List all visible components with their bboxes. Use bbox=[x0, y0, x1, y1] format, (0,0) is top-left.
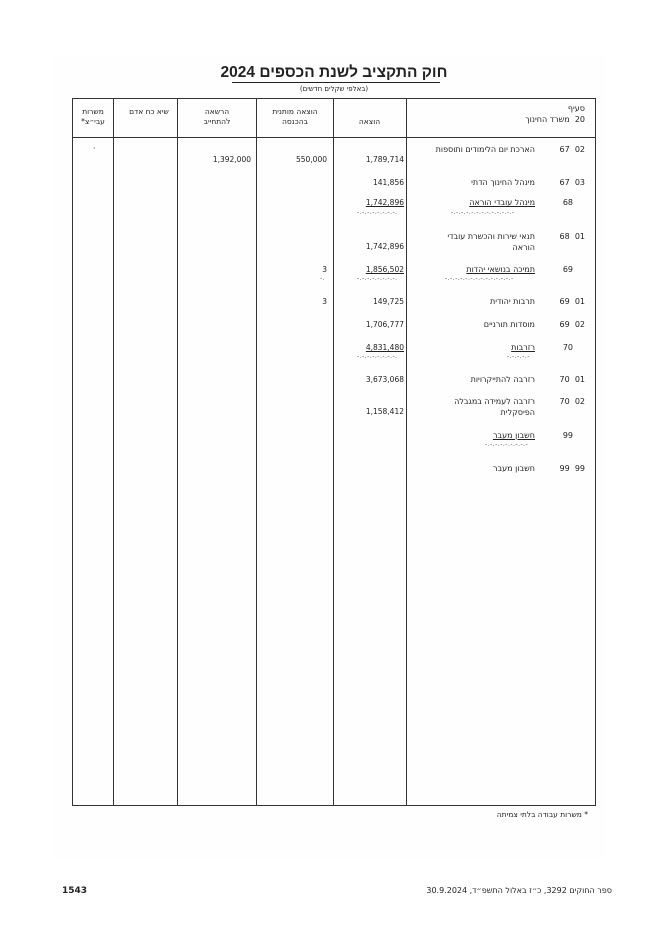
row-code: 69 02 bbox=[559, 320, 585, 329]
row-name: הארכת יום הלימודים ותוספות bbox=[435, 145, 535, 154]
header-conditional-expenditure: הוצאה מותנית בהכנסה bbox=[272, 107, 318, 126]
row-name: רזרבות bbox=[511, 343, 535, 352]
row-name: מינהל החינוך הדתי bbox=[471, 178, 535, 187]
row-expenditure: 1,158,412 bbox=[365, 407, 404, 416]
col-divider bbox=[177, 99, 178, 805]
dash-line: -. bbox=[320, 275, 326, 282]
title-underline bbox=[232, 82, 440, 83]
row-code: 68 bbox=[562, 198, 573, 207]
row-code: 69 01 bbox=[559, 297, 585, 306]
header-section-label: סעיף bbox=[567, 104, 585, 113]
row-name: חשבון מעבר bbox=[492, 464, 535, 473]
row-code: 70 bbox=[562, 343, 573, 352]
row-expenditure: 149,725 bbox=[372, 297, 404, 306]
row-expenditure: 4,831,480 bbox=[365, 343, 404, 352]
row-name: תנאי שירות והכשרת עובדי הוראה bbox=[447, 232, 535, 252]
row-commitment: 1,392,000 bbox=[212, 155, 251, 164]
row-manpower: 3 bbox=[322, 265, 327, 274]
row-code: 69 bbox=[562, 265, 573, 274]
col-divider bbox=[113, 99, 114, 805]
row-name: תרבות יהודית bbox=[490, 297, 535, 306]
row-conditional: 550,000 bbox=[295, 155, 327, 164]
header-divider bbox=[73, 137, 595, 138]
row-code: 70 02 bbox=[559, 397, 585, 406]
dash-line: -.-.-.-.-.-.-.-.-.-.-.-.- bbox=[451, 209, 515, 216]
row-expenditure: 141,856 bbox=[372, 178, 404, 187]
row-name: רזרבה להתייקרויות bbox=[470, 375, 535, 384]
row-expenditure: 3,673,068 bbox=[365, 375, 404, 384]
row-expenditure: 1,856,502 bbox=[365, 265, 404, 274]
header-section-number: 20 bbox=[574, 115, 585, 124]
row-name: מינהל עובדי הוראה bbox=[469, 198, 535, 207]
row-name: תמיכה בנושאי יהדות bbox=[466, 265, 535, 274]
header-manpower: שיא כח אדם bbox=[129, 107, 169, 116]
row-name: רזרבה לעמידה במגבלה הפיסקלית bbox=[454, 397, 535, 417]
row-name: חשבון מעבר bbox=[492, 431, 535, 440]
row-code: 99 99 bbox=[559, 464, 585, 473]
row-name: מוסדות תורניים bbox=[483, 320, 535, 329]
row-code: 68 01 bbox=[559, 232, 585, 241]
dash-line: -.-.-.-.-.-.-.-. bbox=[357, 353, 398, 360]
dash-line: -.-.-.-.-.-.-.-.- bbox=[485, 441, 529, 448]
page-number: 1543 bbox=[62, 886, 88, 896]
row-mark: · bbox=[93, 144, 96, 153]
dash-line: -.-.-.-.-.-.-.-. bbox=[357, 209, 398, 216]
header-commitment-authority: הרשאה להתחייב bbox=[203, 107, 231, 126]
dash-line: -.-.-.-.-.-.-.-.-.-.-.-.-.- bbox=[445, 275, 514, 282]
page-subtitle: (באלפי שקלים חדשים) bbox=[299, 85, 369, 93]
dash-line: -.-.-.-.-.-.-.-. bbox=[357, 275, 398, 282]
row-code: 70 01 bbox=[559, 375, 585, 384]
row-code: 67 03 bbox=[559, 178, 585, 187]
row-manpower: 3 bbox=[322, 297, 327, 306]
page-title: חוק התקציב לשנת הכספים 2024 bbox=[220, 64, 448, 81]
row-expenditure: 1,742,896 bbox=[365, 242, 404, 251]
header-positions: משרות עבי״צ* bbox=[81, 107, 105, 126]
dash-line: -.-.-.-.- bbox=[507, 353, 530, 360]
row-code: 67 02 bbox=[559, 145, 585, 154]
row-expenditure: 1,742,896 bbox=[365, 198, 404, 207]
header-expenditure: הוצאה bbox=[358, 117, 381, 126]
row-code: 99 bbox=[562, 431, 573, 440]
col-divider bbox=[333, 99, 334, 805]
header-ministry-name: משרד החינוך bbox=[525, 115, 570, 124]
header-section bbox=[525, 103, 585, 125]
publication-line: ספר החוקים 3292, כ״ז באלול התשפ״ד, 30.9.2024 bbox=[426, 886, 612, 895]
col-divider bbox=[256, 99, 257, 805]
row-expenditure: 1,706,777 bbox=[365, 320, 404, 329]
budget-table bbox=[72, 98, 596, 806]
col-divider bbox=[406, 99, 407, 805]
row-expenditure: 1,789,714 bbox=[365, 155, 404, 164]
footnote: * משרות עבודה בלתי צמיתה bbox=[496, 810, 588, 819]
